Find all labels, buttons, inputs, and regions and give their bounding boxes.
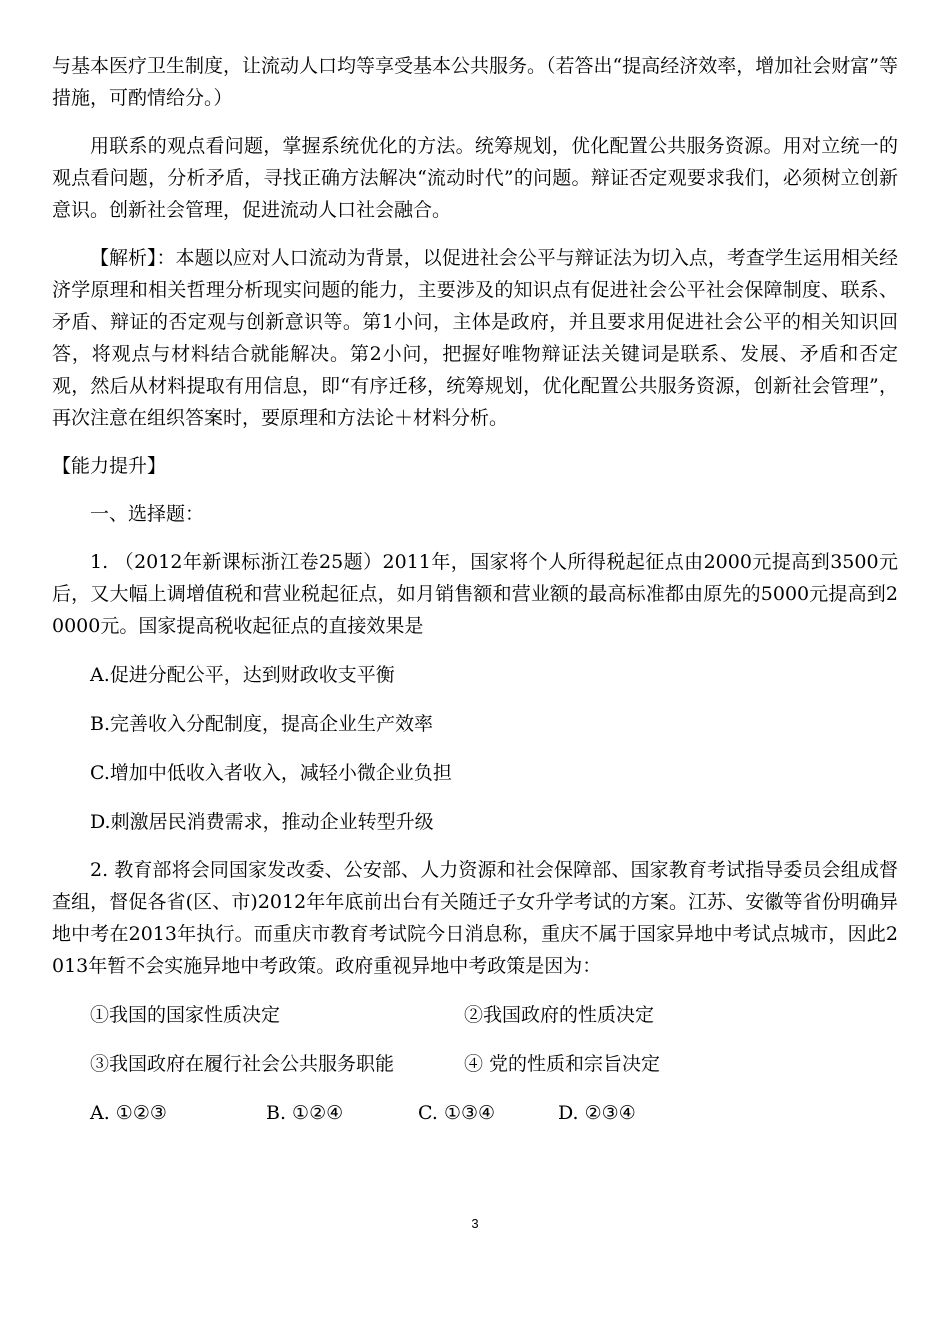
statement-4: ④ 党的性质和宗旨决定: [464, 1053, 661, 1075]
answer-continuation: 与基本医疗卫生制度，让流动人口均等享受基本公共服务。（若答出“提高经济效率，增加社会财富”等措施，可酌情给分。）: [52, 55, 898, 109]
subsection-title: 一、选择题：: [90, 503, 205, 525]
question-2-statements-row-1: [52, 999, 898, 1031]
statement-3: ③我国政府在履行社会公共服务职能: [90, 1053, 395, 1075]
document-page: [52, 50, 898, 1129]
question-1-option-b: B.完善收入分配制度，提高企业生产效率: [90, 713, 434, 735]
question-2-stem: 2. 教育部将会同国家发改委、公安部、人力资源和社会保障部、国家教育考试指导委员会组成督查组，督促各省(区、市)2012年年底前出台有关随迁子女升学考试的方案。江苏、安徽等省份明确异地中考在2013年执行。而重庆市教育考试院今日消息称，重庆不属于国家异地中考试点城市，因此2013年暂不会实施异地中考政策。政府重视异地中考政策是因为：: [52, 859, 898, 977]
statement-1: ①我国的国家性质决定: [90, 1004, 281, 1026]
question-2-answers: [52, 1097, 898, 1129]
question-1-option-d: D.刺激居民消费需求，推动企业转型升级: [90, 811, 434, 833]
question-1-option-c: C.增加中低收入者收入，减轻小微企业负担: [90, 762, 452, 784]
section-title: 【能力提升】: [52, 455, 167, 477]
question-1-stem: 1. （2012年新课标浙江卷25题）2011年，国家将个人所得税起征点由2000元提高到3500元后，又大幅上调增值税和营业税起征点，如月销售额和营业额的最高标准都由原先的5000元提高到20000元。国家提高税收起征点的直接效果是: [52, 551, 898, 637]
question-2-statements-row-2: [52, 1048, 898, 1080]
answer-b: B. ①②④: [266, 1102, 344, 1124]
answer-philosophy: 用联系的观点看问题，掌握系统优化的方法。统筹规划，优化配置公共服务资源。用对立统一的观点看问题，分析矛盾，寻找正确方法解决“流动时代”的问题。辩证否定观要求我们，必须树立创新意识。创新社会管理，促进流动人口社会融合。: [52, 135, 898, 221]
page-number: 3: [471, 1216, 479, 1231]
question-1-option-a: A.促进分配公平，达到财政收支平衡: [90, 664, 395, 686]
answer-a: A. ①②③: [90, 1102, 167, 1124]
answer-d: D. ②③④: [558, 1102, 636, 1124]
analysis-paragraph: 【解析】：本题以应对人口流动为背景，以促进社会公平与辩证法为切入点，考查学生运用相关经济学原理和相关哲理分析现实问题的能力，主要涉及的知识点有促进社会公平社会保障制度、联系、矛盾、辩证的否定观与创新意识等。第1小问，主体是政府，并且要求用促进社会公平的相关知识回答，将观点与材料结合就能解决。第2小问，把握好唯物辩证法关键词是联系、发展、矛盾和否定观，然后从材料提取有用信息，即“有序迁移，统筹规划，优化配置公共服务资源，创新社会管理”，再次注意在组织答案时，要原理和方法论＋材料分析。: [52, 247, 898, 429]
answer-c: C. ①③④: [418, 1102, 496, 1124]
statement-2: ②我国政府的性质决定: [464, 1004, 655, 1026]
